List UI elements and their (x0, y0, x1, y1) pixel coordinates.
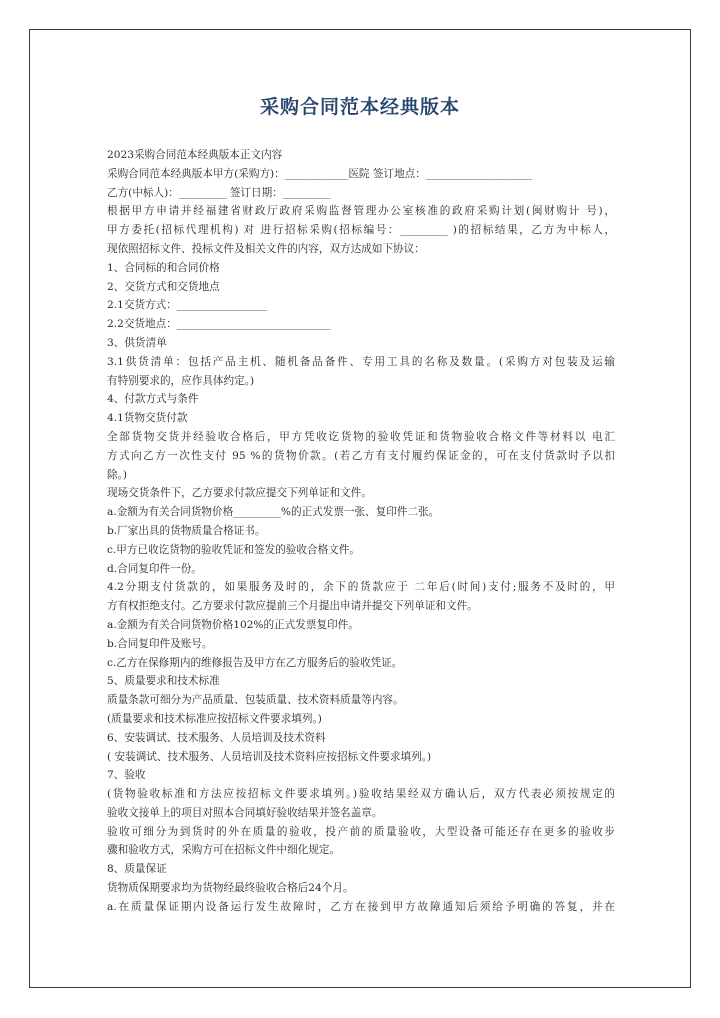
text-line: 4.1货物交货付款 (107, 412, 188, 425)
text-line: c.乙方在保修期内的维修报告及甲方在乙方服务后的验收凭证。 (107, 656, 403, 669)
text-line: a.在质量保证期内设备运行发生故障时，乙方在接到甲方故障通知后须给予明确的答复，并在 (107, 900, 615, 913)
text-line: c.甲方已收讫货物的验收凭证和签发的验收合格文件。 (107, 543, 360, 556)
document-body (107, 146, 615, 917)
text-line: b.合同复印件及账号。 (107, 637, 213, 650)
text-line: 2、交货方式和交货地点 (107, 280, 220, 293)
document-title: 采购合同范本经典版本 (259, 96, 460, 118)
text-line: 3、供货清单 (107, 336, 167, 349)
text-line: 全部货物交货并经验收合格后，甲方凭收讫货物的验收凭证和货物验收合格文件等材料以 电汇 (107, 430, 615, 443)
text-line: ( 安装调试、技术服务、人员培训及技术资料应按招标文件要求填列。) (107, 750, 432, 763)
text-line: 验收文接单上的项目对照本合同填好验收结果并签名盖章。 (107, 806, 383, 819)
text-line: 3.1供货清单：包括产品主机、随机备品备件、专用工具的名称及数量。(采购方对包装及运输 (107, 355, 615, 368)
text-line: d.合同复印件一份。 (107, 562, 202, 575)
text-line: a.金额为有关合同货物价格_________%的正式发票一张、复印件二张。 (107, 506, 440, 519)
text-line: 甲方委托(招标代理机构) 对 进行招标采购(招标编号：_________ )的招标结果，乙方为中标人， (107, 224, 615, 237)
text-line: 验收可细分为到货时的外在质量的验收，投产前的质量验收，大型设备可能还存在更多的验收步 (107, 825, 615, 838)
text-line: 货物质保期要求均为货物经最终验收合格后24个月。 (107, 882, 354, 895)
text-line: 乙方(中标人)：_________ 签订日期：_________ (107, 186, 331, 199)
text-line: (质量要求和技术标准应按招标文件要求填列。) (107, 712, 322, 725)
text-line: 采购合同范本经典版本甲方(采购方)：____________医院 签订地点：____________________ (107, 167, 532, 180)
text-line: (货物验收标准和方法应按招标文件要求填列。)验收结果经双方确认后，双方代表必须按规定的 (107, 788, 615, 801)
text-line: 2.2交货地点：_____________________________ (107, 318, 331, 331)
text-line: 7、验收 (107, 769, 146, 782)
text-line: 现场交货条件下，乙方要求付款应提交下列单证和文件。 (107, 487, 372, 500)
text-line: 质量条款可细分为产品质量、包装质量、技术资料质量等内容。 (107, 694, 404, 707)
text-line: 有特别要求的，应作具体约定。) (107, 374, 255, 387)
text-line: a.金额为有关合同货物价格102%的正式发票复印件。 (107, 618, 359, 631)
text-line: 1、合同标的和合同价格 (107, 261, 220, 274)
text-line: b.厂家出具的货物质量合格证书。 (107, 524, 266, 537)
text-line: 除。) (107, 468, 128, 481)
text-line: 方式向乙方一次性支付 95 %的货物价款。(若乙方有支付履约保证金的，可在支付货款时予以扣 (107, 449, 615, 462)
text-line: 方有权拒绝支付。乙方要求付款应提前三个月提出申请并提交下列单证和文件。 (107, 600, 478, 613)
text-line: 4、付款方式与条件 (107, 393, 199, 406)
text-line: 现依照招标文件、投标文件及相关文件的内容，双方达成如下协议： (107, 242, 425, 255)
text-line: 2023采购合同范本经典版本正文内容 (107, 149, 283, 161)
text-line: 2.1交货方式：_________________ (107, 299, 267, 312)
text-line: 骤和验收方式，采购方可在招标文件中细化规定。 (107, 844, 341, 857)
text-line: 4.2分期支付货款的，如果服务及时的，余下的货款应于 二年后(时间)支付;服务不及时的，甲 (107, 581, 615, 594)
text-line: 6、安装调试、技术服务、人员培训及技术资料 (107, 731, 326, 744)
text-line: 8、质量保证 (107, 863, 167, 876)
text-line: 5、质量要求和技术标准 (107, 675, 220, 688)
text-line: 根据甲方申请并经福建省财政厅政府采购监督管理办公室核准的政府采购计划(闽财购计 号)， (107, 205, 615, 218)
